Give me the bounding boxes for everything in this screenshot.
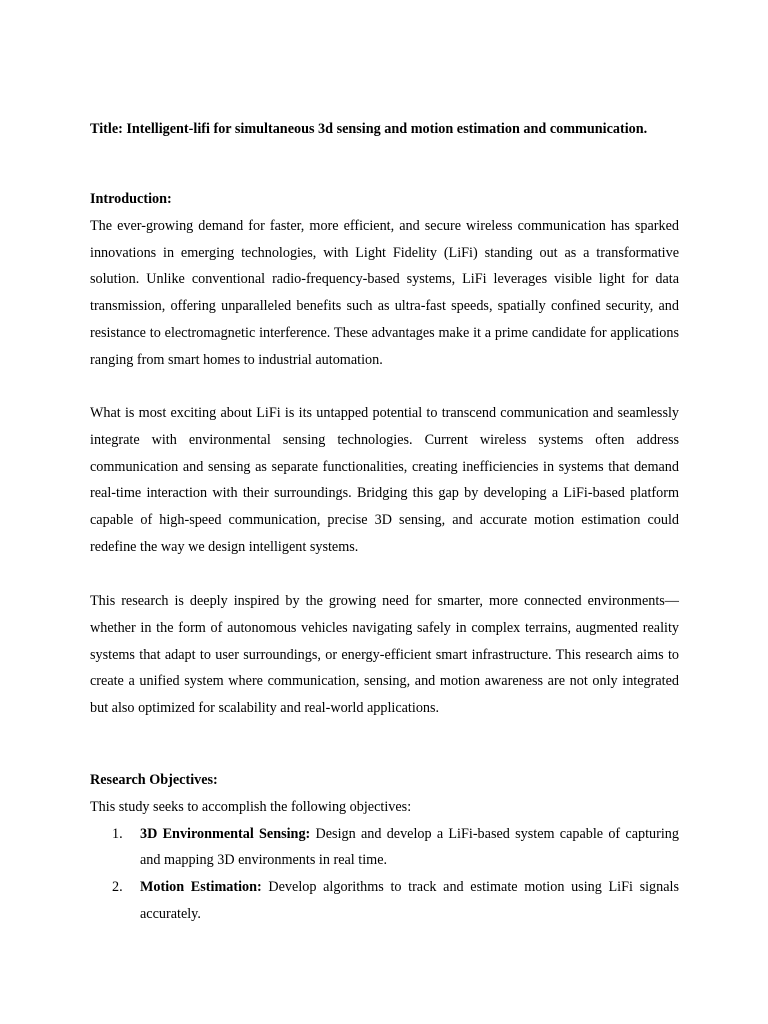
- introduction-paragraph-1: The ever-growing demand for faster, more efficient, and secure wireless communication has sparked innovations in emerging technologies, with Light Fidelity (LiFi) standing out as a transformative solution. Unlike conventional radio-frequency-based systems, LiFi leverages visible light for data transmission, offering unparalleled benefits such as ultra-fast speeds, spatially confined security, and resistance to electromagnetic interference. These advantages make it a prime candidate for applications ranging from smart homes to industrial automation.: [90, 217, 679, 368]
- objective-number: 1.: [112, 825, 123, 842]
- objective-number: 2.: [112, 879, 123, 896]
- objectives-list: [90, 821, 679, 928]
- objective-text: Design and develop a LiFi-based system capable of capturing and mapping 3D environments in real time.: [140, 825, 679, 869]
- objective-label: Motion Estimation:: [140, 879, 262, 896]
- objectives-heading: Research Objectives:: [90, 772, 218, 788]
- objective-text: Develop algorithms to track and estimate motion using LiFi signals accurately.: [140, 879, 679, 922]
- introduction-heading: Introduction:: [90, 191, 172, 207]
- introduction-paragraph-3-block: [90, 588, 679, 722]
- document-title: Title: Intelligent-lifi for simultaneous 3d sensing and motion estimation and communication.: [90, 121, 648, 137]
- introduction-paragraph-3: This research is deeply inspired by the growing need for smarter, more connected environments—whether in the form of autonomous vehicles navigating safely in complex terrains, augmented reality systems that adapt to user surroundings, or energy-efficient smart infrastructure. This research aims to create a unified system where communication, sensing, and motion awareness are not only integrated but also optimized for scalability and real-world applications.: [90, 593, 679, 717]
- introduction-paragraph-2: What is most exciting about LiFi is its untapped potential to transcend communication and seamlessly integrate with environmental sensing technologies. Current wireless systems often address communication and sensing as separate functionalities, creating inefficiencies in systems that demand real-time interaction with their surroundings. Bridging this gap by developing a LiFi-based platform capable of high-speed communication, precise 3D sensing, and accurate motion estimation could redefine the way we design intelligent systems.: [90, 405, 679, 555]
- objective-item: [90, 874, 679, 928]
- research-objectives-section: [90, 767, 679, 928]
- objective-label: 3D Environmental Sensing:: [140, 825, 311, 842]
- objectives-intro: This study seeks to accomplish the following objectives:: [90, 798, 412, 815]
- introduction-section: [90, 186, 679, 374]
- objective-item: [90, 821, 679, 875]
- introduction-paragraph-2-block: [90, 400, 679, 561]
